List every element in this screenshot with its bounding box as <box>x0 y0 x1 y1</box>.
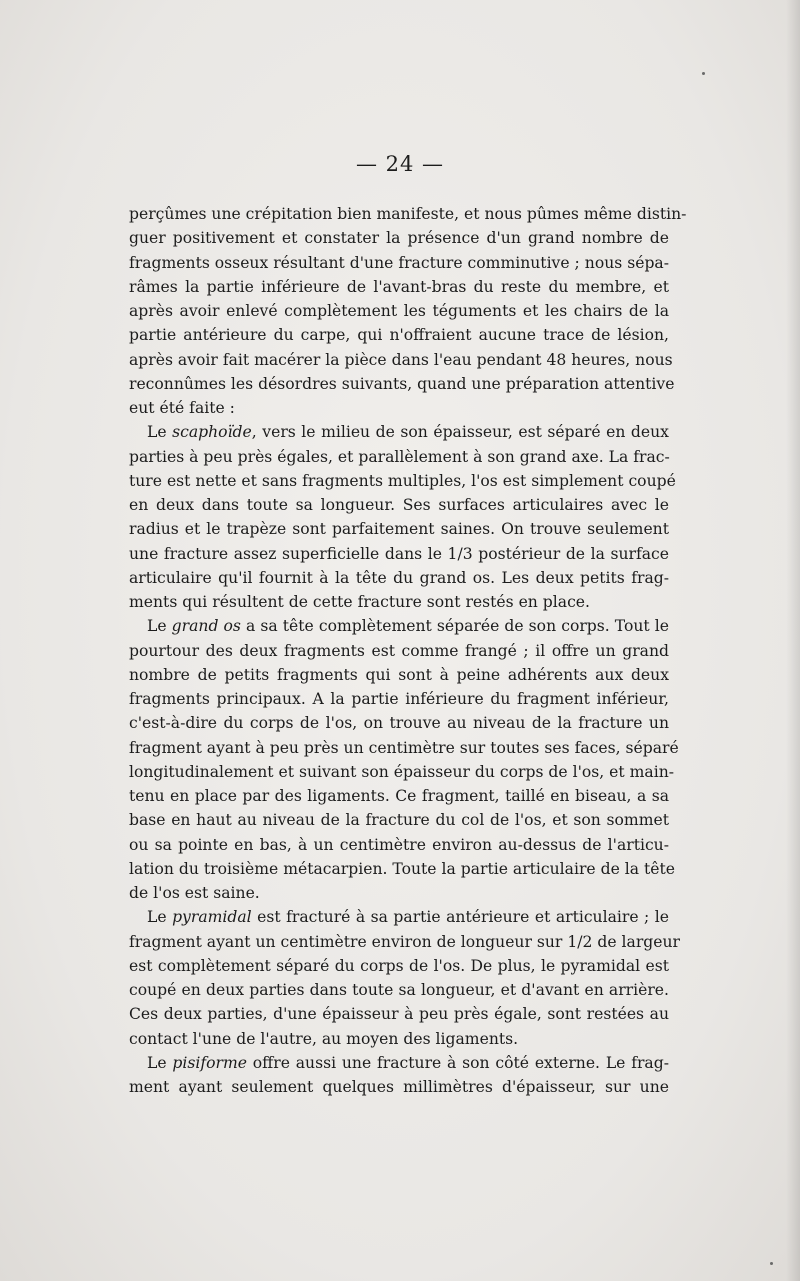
text-line <box>129 445 669 469</box>
line-text: tenu en place par des ligaments. Ce fragment, taillé en biseau, a sa <box>129 787 669 805</box>
line-text: Ces deux parties, d'une épaisseur à peu près égale, sont restées au <box>129 1005 669 1024</box>
line-text: nombre de petits fragments qui sont à peine adhérents aux deux <box>129 665 669 684</box>
line-text: lation du troisième métacarpien. Toute la partie articulaire de la tête <box>129 859 675 878</box>
text-line <box>129 711 669 735</box>
line-text: râmes la partie inférieure de l'avant-bras du reste du membre, et <box>129 277 669 296</box>
text-line <box>129 517 669 541</box>
text-line <box>129 930 681 954</box>
anatomical-term: grand os <box>171 617 241 636</box>
line-text: c'est-à-dire du corps de l'os, on trouve au niveau de la fracture un <box>129 714 669 733</box>
line-text: en deux dans toute sa longueur. Ses surfaces articulaires avec le <box>129 496 669 514</box>
ink-speck <box>702 72 705 75</box>
text-line <box>129 905 669 929</box>
anatomical-term: pyramidal <box>172 908 252 927</box>
line-text: après avoir fait macérer la pièce dans l'eau pendant 48 heures, nous <box>129 350 673 369</box>
text-line <box>129 833 669 857</box>
line-text: est fracturé à sa partie antérieure et articulaire ; le <box>251 908 669 927</box>
text-line <box>129 469 676 493</box>
line-text: fragments osseux résultant d'une fracture comminutive ; nous sépa- <box>129 253 669 272</box>
line-text: fragments principaux. A la partie inférieure du fragment inférieur, <box>129 690 669 708</box>
line-text: ment ayant seulement quelques millimètres d'épaisseur, sur une <box>129 1078 669 1096</box>
line-lead: Le <box>147 423 173 442</box>
text-line <box>129 323 669 347</box>
line-text: ments qui résultent de cette fracture sont restés en place. <box>129 593 590 611</box>
text-line <box>129 542 669 566</box>
text-line <box>129 760 675 784</box>
line-lead: Le <box>147 617 172 636</box>
line-lead: Le <box>147 908 173 927</box>
line-text: longitudinalement et suivant son épaisseur du corps de l'os, et main- <box>129 762 675 781</box>
page-number: — 24 — <box>355 152 445 176</box>
page-binding-shadow <box>786 0 800 1281</box>
line-text: reconnûmes les désordres suivants, quand une préparation attentive <box>129 374 675 393</box>
text-line <box>129 663 669 687</box>
line-lead: Le <box>147 1053 173 1072</box>
text-line <box>129 226 669 250</box>
line-text: ou sa pointe en bas, à un centimètre environ au-dessus de l'articu- <box>129 835 669 854</box>
text-line <box>129 1002 669 1026</box>
text-line <box>129 687 669 711</box>
text-line <box>129 493 669 517</box>
ink-speck <box>770 1262 773 1265</box>
line-text: articulaire qu'il fournit à la tête du grand os. Les deux petits frag- <box>129 568 669 587</box>
line-text: offre aussi une fracture à son côté externe. Le frag- <box>246 1053 669 1072</box>
line-text: une fracture assez superficielle dans le 1/3 postérieur de la surface <box>129 544 669 563</box>
text-line <box>129 372 675 396</box>
text-line <box>129 1027 669 1051</box>
text-line <box>129 1051 669 1075</box>
text-line <box>129 348 673 372</box>
line-text: est complètement séparé du corps de l'os. De plus, le pyramidal est <box>129 956 669 975</box>
line-text: fragment ayant à peu près un centimètre sur toutes ses faces, séparé <box>129 738 679 757</box>
text-line <box>129 251 669 275</box>
line-text: partie antérieure du carpe, qui n'offraient aucune trace de lésion, <box>129 326 669 345</box>
text-line <box>129 275 669 299</box>
line-text: , vers le milieu de son épaisseur, est séparé en deux <box>251 423 669 442</box>
text-line <box>129 639 669 663</box>
line-text: coupé en deux parties dans toute sa longueur, et d'avant en arrière. <box>129 981 669 999</box>
text-line <box>129 736 679 760</box>
line-text: parties à peu près égales, et parallèlement à son grand axe. La frac- <box>129 447 670 466</box>
line-text: radius et le trapèze sont parfaitement saines. On trouve seulement <box>129 520 669 539</box>
text-line <box>129 299 669 323</box>
line-text: fragment ayant un centimètre environ de longueur sur 1/2 de largeur <box>129 932 681 951</box>
body-text <box>129 202 687 1099</box>
text-line <box>129 881 669 905</box>
anatomical-term: pisiforme <box>172 1053 247 1072</box>
line-text: perçûmes une crépitation bien manifeste, et nous pûmes même distin- <box>129 205 687 223</box>
text-line <box>129 808 669 832</box>
text-line <box>129 1075 669 1099</box>
line-text: a sa tête complètement séparée de son corps. Tout le <box>240 617 670 636</box>
text-line <box>129 954 669 978</box>
text-line <box>129 857 675 881</box>
line-text: pourtour des deux fragments est comme frangé ; il offre un grand <box>129 641 669 660</box>
line-text: contact l'une de l'autre, au moyen des ligaments. <box>129 1029 519 1048</box>
line-text: ture est nette et sans fragments multiples, l'os est simplement coupé <box>129 471 676 490</box>
text-line <box>129 396 669 420</box>
line-text: guer positivement et constater la présence d'un grand nombre de <box>129 229 669 248</box>
text-line <box>129 202 687 226</box>
text-line <box>129 614 669 638</box>
line-text: après avoir enlevé complètement les téguments et les chairs de la <box>129 302 669 320</box>
anatomical-term: scaphoïde <box>172 423 252 442</box>
text-line <box>129 566 669 590</box>
text-line <box>129 784 669 808</box>
line-text: eut été faite : <box>129 399 235 417</box>
text-line <box>129 420 669 444</box>
text-line <box>129 590 669 614</box>
text-line <box>129 978 669 1002</box>
line-text: base en haut au niveau de la fracture du col de l'os, et son sommet <box>129 811 669 830</box>
line-text: de l'os est saine. <box>129 884 260 902</box>
